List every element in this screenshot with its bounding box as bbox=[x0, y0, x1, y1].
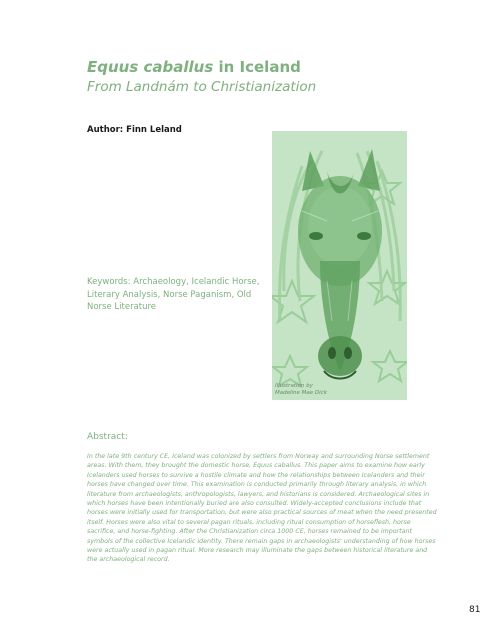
credit-line-2: Madeline Mae Dick bbox=[275, 390, 327, 396]
title-location: in Iceland bbox=[213, 58, 301, 76]
title-species: Equus caballus bbox=[87, 58, 214, 76]
illustration-credit bbox=[275, 383, 365, 397]
page-number: 81 bbox=[469, 605, 481, 615]
credit-line-1: Illustration by bbox=[275, 383, 313, 389]
abstract-text: In the late 9th century CE, Iceland was colonized by settlers from Norway and surrounding Norse settlement areas. With them, they brought the domestic horse, Equus caballus. This paper aims to examine how early Icelanders used horses to survive a hostile climate and how the relationships between Icelanders and their horses have changed over time. This examination is conducted primarily through literary analysis, in which literature from archaeologists, anthropologists, lawyers, and historians is considered. Archaeological sites in which horses have been intentionally buried are also consulted. Widely-accepted conclusions include that horses were initially used for transportation, but were also practical sources of meat when the need presented itself. Horses were also vital to several pagan rituals, including ritual consumption of horseflesh, horse sacrifice, and horse-fighting. After the Christianization circa 1000 CE, horses remained to be important symbols of the collective Icelandic identity. There remain gaps in archaeologists' understanding of how horses were actually used in pagan ritual. More research may illuminate the gaps between historical literature and the archaeological record. bbox=[87, 453, 437, 564]
horse-illustration-art bbox=[272, 131, 407, 400]
article-title bbox=[87, 58, 301, 76]
author-line: Author: Finn Leland bbox=[87, 125, 182, 135]
abstract-heading: Abstract: bbox=[87, 432, 128, 442]
horse-illustration bbox=[272, 131, 407, 400]
article-subtitle: From Landnám to Christianization bbox=[87, 79, 317, 95]
keywords: Keywords: Archaeology, Icelandic Horse, Literary Analysis, Norse Paganism, Old Norse Literature bbox=[87, 277, 260, 312]
